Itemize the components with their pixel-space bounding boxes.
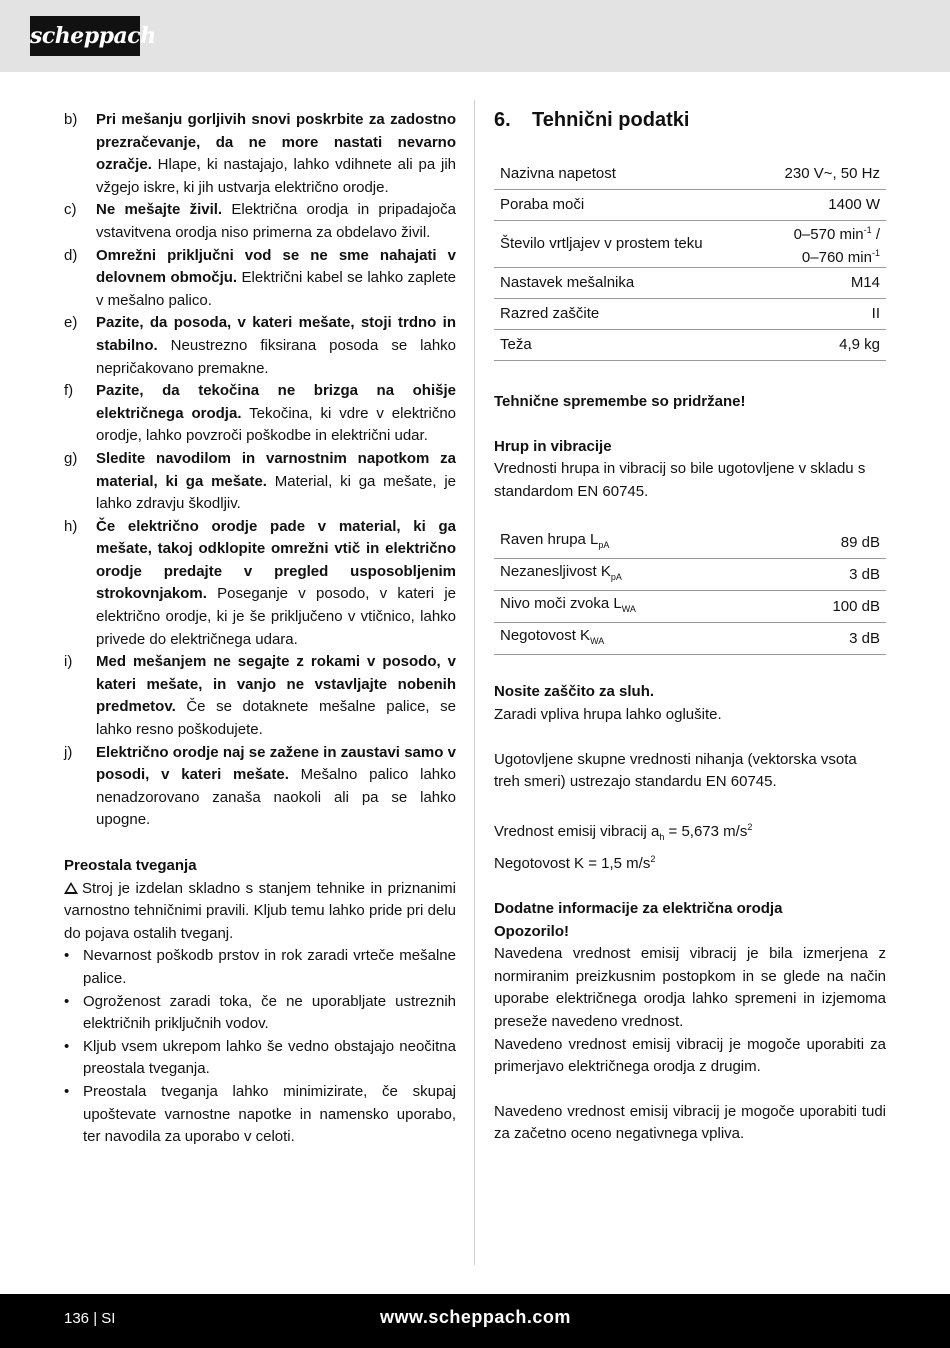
noise-table: [494, 527, 886, 655]
item-text: [96, 448, 456, 516]
item-label: h): [64, 517, 78, 535]
bullet-text: Kljub vsem ukrepom lahko še vedno obstajajo neočitna preostala tveganja.: [83, 1037, 456, 1078]
noise-value: 89 dB: [773, 527, 886, 559]
residual-risks-title: Preostala tveganja: [64, 857, 197, 874]
item-label: i): [64, 653, 73, 671]
warning-label: Opozorilo!: [494, 922, 569, 940]
item-bold: Pazite, da tekočina ne brizga na ohišje električnega orodja.: [96, 382, 456, 422]
item-label: d): [64, 246, 78, 264]
item-text: [96, 199, 456, 244]
vibration-emission-value: [494, 816, 886, 849]
vibration-uncertainty-sup: 2: [650, 854, 656, 865]
speed-value-b: 0–760 min: [801, 249, 872, 266]
technical-data-table: [494, 159, 886, 361]
safety-item: [64, 312, 456, 380]
page-number: [64, 1310, 115, 1327]
intro-text: Stroj je izdelan skladno s stanjem tehnike in priznanimi varnostno tehničnimi pravili. Kljub temu lahko pride pri delu do pojava ostalih tveganj.: [64, 879, 456, 942]
bullet-icon: •: [64, 1037, 70, 1055]
item-bold: Električno orodje naj se zažene in zaustavi samo v posodi, v kateri mešate.: [96, 743, 456, 784]
column-divider: [474, 100, 475, 1265]
scheppach-logo: scheppach: [30, 16, 140, 56]
noise-label-sub: pA: [598, 540, 610, 551]
vibration-uncertainty-prefix: Negotovost K = 1,5 m/s: [494, 855, 651, 873]
item-bold: Pazite, da posoda, v kateri mešate, stoji trdno in stabilno.: [96, 314, 456, 354]
speed-sup-b: -1: [871, 248, 880, 258]
noise-label: [494, 527, 773, 559]
noise-label-sub: WA: [621, 604, 636, 615]
safety-item: [64, 448, 456, 516]
additional-info-paragraph: Navedeno vrednost emisij vibracij je mogoče uporabiti za primerjavo električnega orodja z drugim.: [494, 1035, 886, 1076]
noise-label: [494, 591, 773, 623]
item-label: f): [64, 382, 74, 400]
noise-label-text: Negotovost K: [500, 627, 591, 645]
item-label: b): [64, 111, 78, 128]
spec-label: Nazivna napetost: [494, 159, 755, 190]
right-column: [494, 105, 886, 1146]
ear-protection-title: Nosite zaščito za sluh.: [494, 683, 655, 701]
list-item: [64, 1081, 456, 1149]
spec-label: Razred zaščite: [494, 299, 755, 330]
list-item: [64, 945, 456, 990]
noise-label-sub: pA: [610, 572, 622, 583]
table-row: [494, 330, 886, 361]
website-link[interactable]: www.scheppach.com: [380, 1307, 571, 1327]
bullet-icon: •: [64, 992, 70, 1010]
bullet-text: Nevarnost poškodb prstov in rok zaradi vrteče mešalne palice.: [83, 947, 456, 987]
residual-risks-list: [64, 945, 456, 1148]
noise-label-text: Raven hrupa L: [500, 531, 599, 549]
safety-item: [64, 199, 456, 244]
noise-value: 3 dB: [773, 623, 886, 655]
bullet-text: Preostala tveganja lahko minimizirate, če skupaj upoštevate varnostne napotke in namensko uporabo, ter navodila za uporabo v celoti.: [83, 1082, 456, 1146]
item-text: [96, 742, 456, 832]
item-text: [96, 312, 456, 380]
spec-value: 230 V~, 50 Hz: [755, 159, 886, 190]
table-row: [494, 527, 886, 559]
noise-label-text: Nezanesljivost K: [500, 563, 611, 581]
table-row: [494, 221, 886, 268]
noise-value: 100 dB: [773, 591, 886, 623]
speed-sup-a: -1: [863, 225, 872, 235]
spec-label: Teža: [494, 330, 755, 361]
section-title: [494, 105, 886, 135]
spec-label: Nastavek mešalnika: [494, 268, 755, 299]
item-bold: Med mešanjem ne segajte z rokami v posodo, v kateri mešate, in vanjo ne vstavljajte nobenih predmetov.: [96, 653, 456, 716]
page-footer: [0, 1294, 950, 1348]
ear-protection-text: Zaradi vpliva hrupa lahko oglušite.: [494, 705, 722, 723]
residual-risks-intro: [64, 878, 456, 946]
noise-label: [494, 623, 773, 655]
vibration-uncertainty-value: [494, 848, 886, 876]
safety-item: [64, 742, 456, 832]
table-row: [494, 623, 886, 655]
item-bold: Omrežni priključni vod se ne sme nahajati v delovnem območju.: [96, 246, 456, 287]
section-number: 6.: [494, 109, 511, 131]
spec-value: 1400 W: [755, 190, 886, 221]
item-text: [96, 109, 456, 199]
warning-triangle-icon: [64, 882, 78, 894]
table-row: [494, 559, 886, 591]
item-normal: Tekočina, ki vdre v električno orodje, lahko povzroči poškodbe in električni udar.: [96, 404, 456, 445]
bullet-text: Ogroženost zaradi toka, če ne uporabljate ustreznih električnih priključnih vodov.: [83, 992, 456, 1033]
item-label: c): [64, 201, 77, 219]
table-row: [494, 159, 886, 190]
spec-label: Število vrtljajev v prostem teku: [494, 221, 755, 268]
item-label: j): [64, 743, 73, 761]
item-text: [96, 380, 456, 448]
vibration-emission-suffix: = 5,673 m/s: [664, 822, 748, 840]
bullet-icon: •: [64, 1082, 70, 1100]
left-column: [64, 109, 456, 1149]
item-text: [96, 516, 456, 652]
item-normal: Mešalno palico lahko nenadzorovano zanaša naokoli ali pa se lahko upogne.: [96, 766, 456, 829]
spec-value: 4,9 kg: [755, 330, 886, 361]
item-normal: Material, ki ga mešate, je lahko zdravju škodljiv.: [96, 472, 456, 513]
item-normal: Hlape, ki nastajajo, lahko vdihnete ali pa jih vžgejo iskre, ki jih ustvarja električno orodje.: [96, 156, 456, 196]
noise-title: Hrup in vibracije: [494, 437, 612, 455]
list-item: [64, 991, 456, 1036]
table-row: [494, 299, 886, 330]
spec-value: [755, 221, 886, 268]
noise-label-sub: WA: [590, 636, 605, 647]
table-row: [494, 591, 886, 623]
vibration-emission-prefix: Vrednost emisij vibracij a: [494, 822, 660, 840]
vibration-emission-sup: 2: [747, 821, 753, 832]
noise-label-text: Nivo moči zvoka L: [500, 595, 622, 613]
spec-value: II: [755, 299, 886, 330]
safety-item: [64, 109, 456, 199]
item-normal: Če se dotaknete mešalne palice, se lahko resno poškodujete.: [96, 698, 456, 739]
item-normal: Poseganje v posodo, v kateri je električno orodje, ki je še priključeno v vtičnico, lahko privede do električnega udara.: [96, 585, 456, 648]
language-code: SI: [101, 1310, 116, 1327]
item-label: g): [64, 449, 78, 467]
safety-items-list: [64, 109, 456, 832]
item-normal: Neustrezno fiksirana posoda se lahko nepričakovano premakne.: [96, 336, 456, 377]
table-row: [494, 268, 886, 299]
additional-info-title: Dodatne informacije za električna orodja: [494, 899, 783, 917]
residual-risks-section: [64, 855, 456, 1149]
vibration-emission-sub: h: [659, 831, 665, 842]
item-text: [96, 245, 456, 313]
list-item: [64, 1036, 456, 1081]
page-number-value: 136: [64, 1310, 90, 1327]
additional-info-paragraph: Navedeno vrednost emisij vibracij je mogoče uporabiti tudi za začetno oceno negativnega vpliva.: [494, 1102, 886, 1143]
spec-value: M14: [755, 268, 886, 299]
item-bold: Sledite navodilom in varnostnim napotkom za material, ki ga mešate.: [96, 449, 456, 490]
item-bold: Ne mešajte živil.: [96, 201, 223, 219]
item-label: e): [64, 314, 78, 332]
safety-item: [64, 651, 456, 741]
section-title-text: Tehnični podatki: [532, 109, 690, 131]
item-bold: Pri mešanju gorljivih snovi poskrbite za zadostno prezračevanje, da ne more nastati nevarno ozračje.: [96, 111, 456, 174]
noise-label: [494, 559, 773, 591]
noise-text: Vrednosti hrupa in vibracij so bile ugotovljene v skladu s standardom EN 60745.: [494, 460, 866, 500]
speed-value-a: 0–570 min: [793, 226, 864, 243]
technical-changes-note: Tehnične spremembe so pridržane!: [494, 393, 746, 410]
table-row: [494, 190, 886, 221]
item-bold: Če električno orodje pade v material, ki ga mešate, takoj odklopite omrežni vtič in električno orodje predajte v pregled usposobljenim strokovnjakom.: [96, 517, 456, 603]
noise-value: 3 dB: [773, 559, 886, 591]
item-text: [96, 651, 456, 741]
speed-sep: /: [871, 226, 880, 243]
page-separator: |: [89, 1310, 102, 1327]
spec-label: Poraba moči: [494, 190, 755, 221]
additional-info-paragraph: Navedena vrednost emisij vibracij je bila izmerjena z normiranim preizkusnim postopkom in se glede na način uporabe električnega orodja lahko spremeni in izjemoma preseže navedeno vrednost.: [494, 945, 886, 1030]
bullet-icon: •: [64, 947, 70, 965]
item-normal: Električni kabel se lahko zaplete v mešalno palico.: [96, 269, 456, 309]
vibration-total-text: Ugotovljene skupne vrednosti nihanja (vektorska vsota treh smeri) ustrezajo standardu EN 60745.: [494, 750, 857, 791]
safety-item: [64, 516, 456, 652]
safety-item: [64, 245, 456, 313]
page-header: [0, 0, 950, 72]
item-normal: Električna orodja in pripadajoča vstavitvena orodja niso primerna za obdelavo živil.: [96, 201, 456, 241]
safety-item: [64, 380, 456, 448]
